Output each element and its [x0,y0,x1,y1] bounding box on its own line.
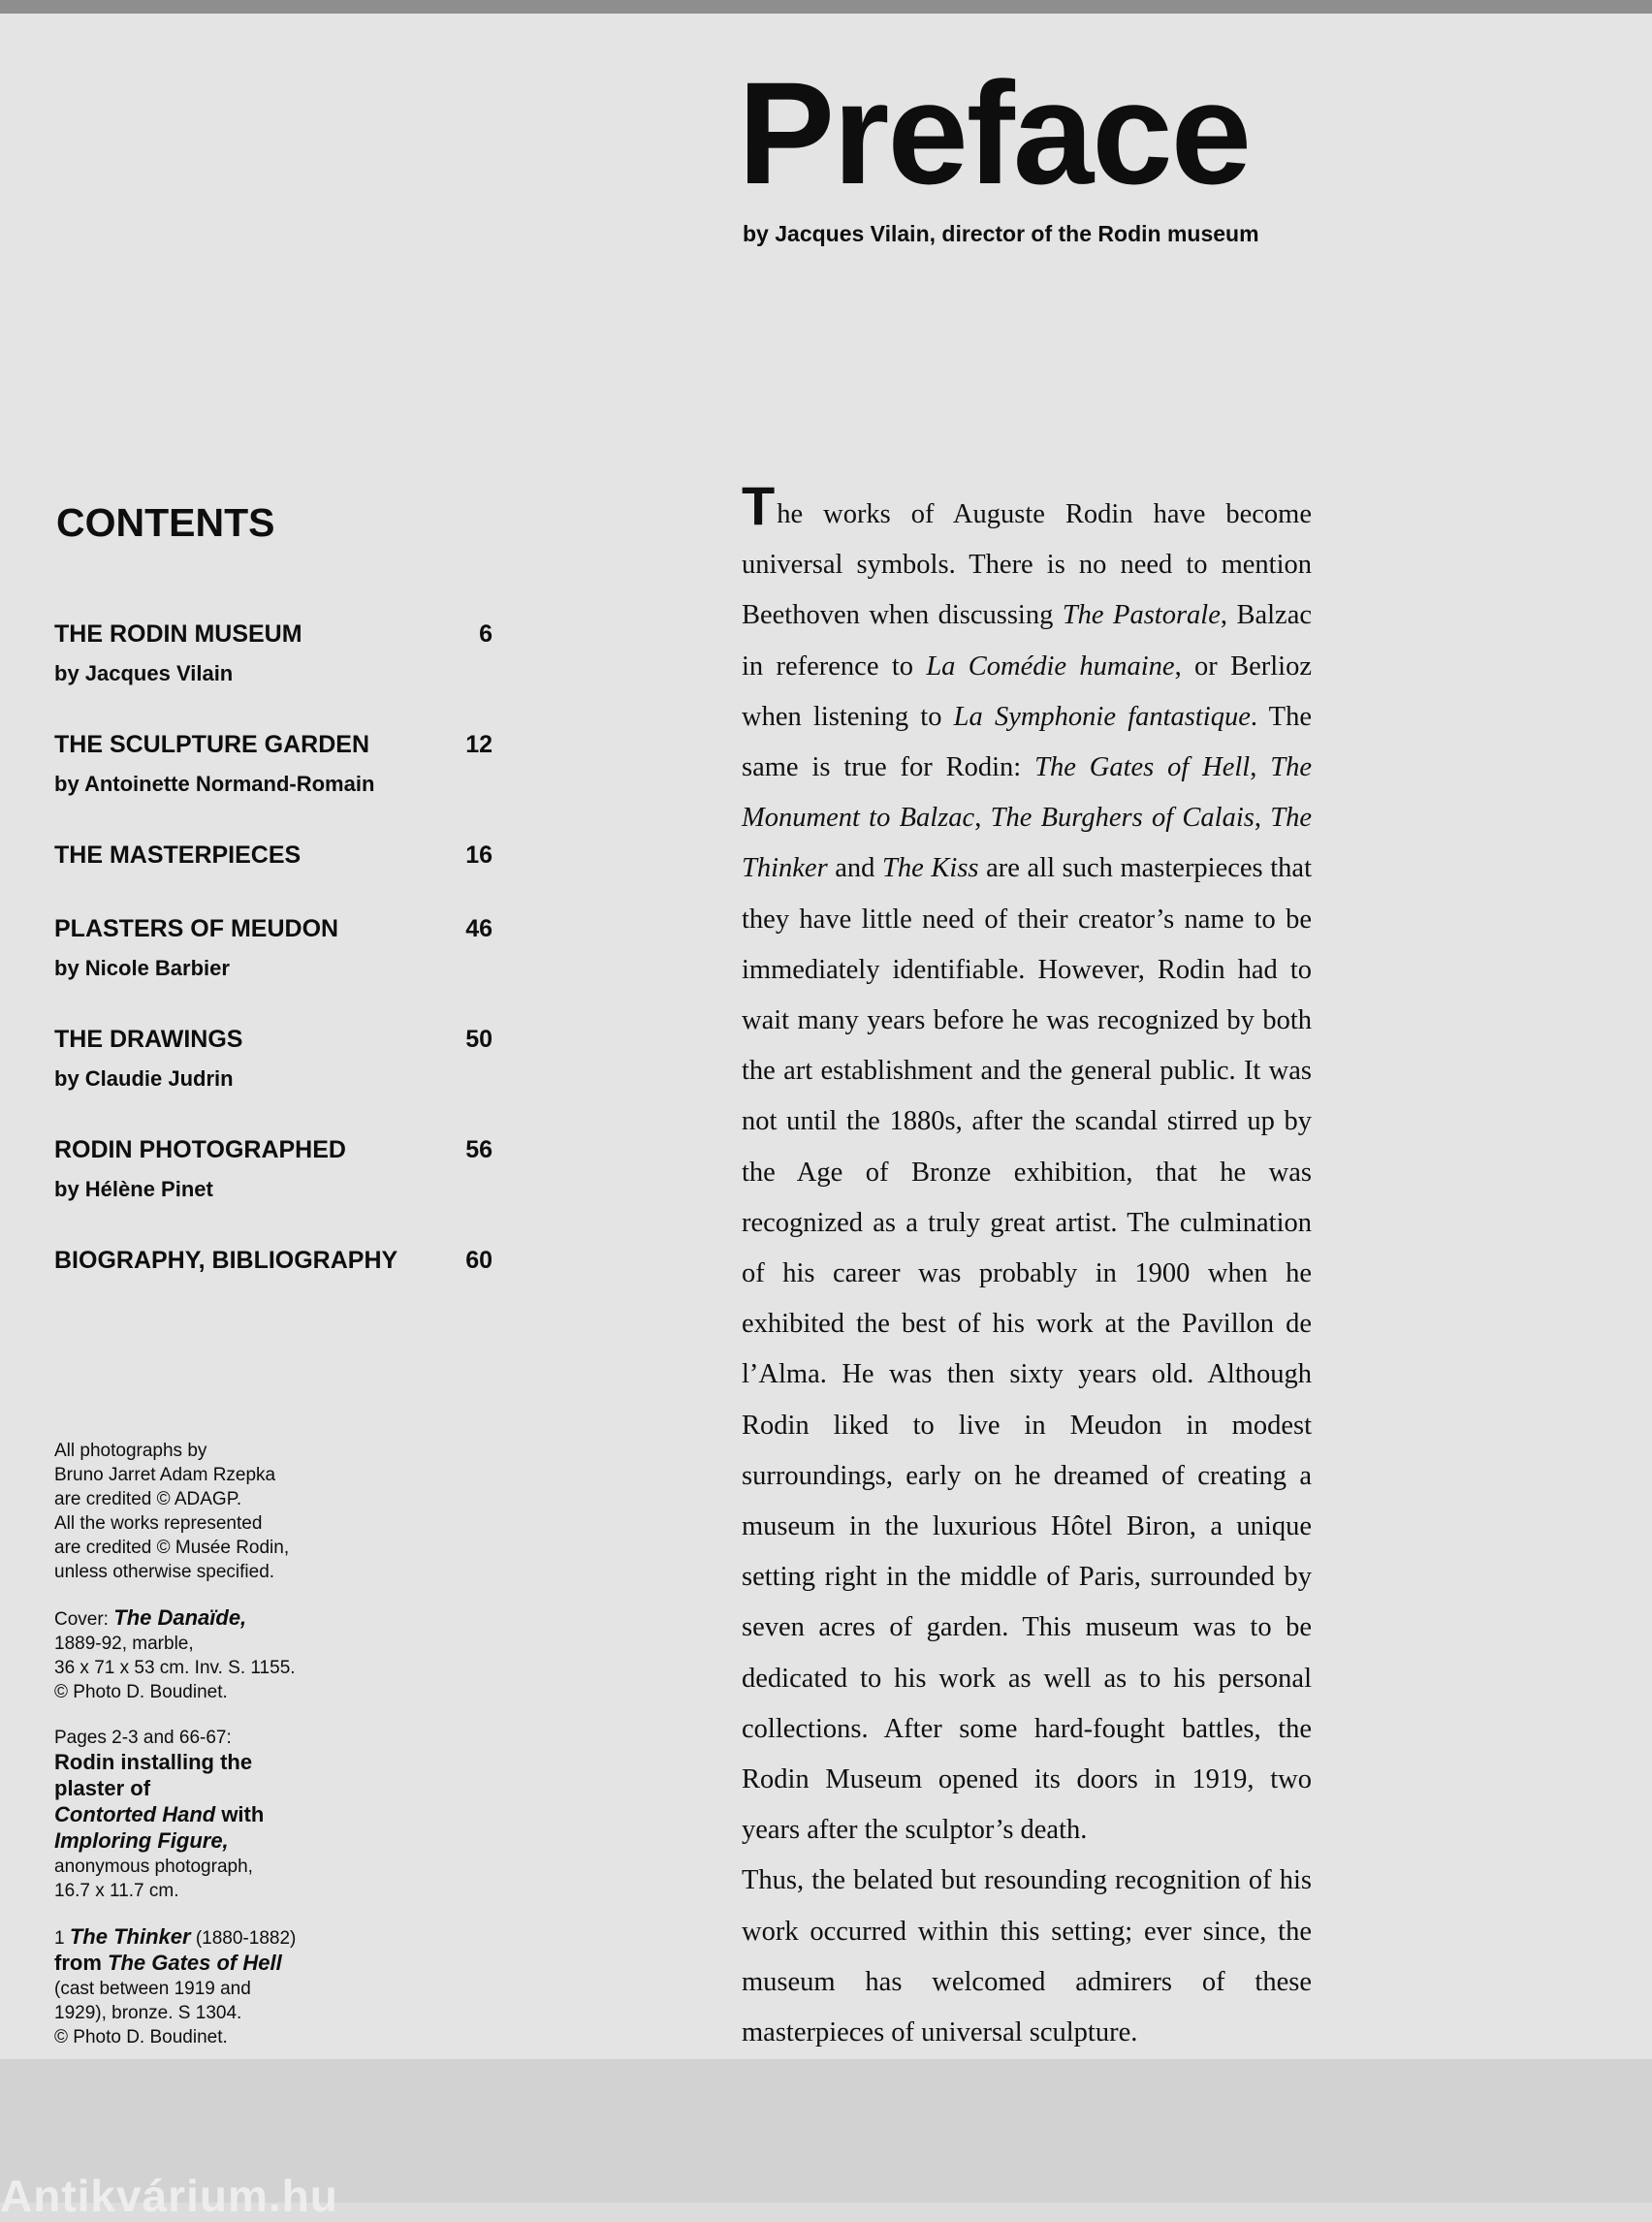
credits-line: 1929), bronze. S 1304. [54,2003,242,2023]
photo-credits [54,1439,384,2071]
toc-entry-author: by Hélène Pinet [54,1177,213,1201]
credits-pages-label: Pages 2-3 and 66-67: [54,1728,232,1748]
credits-line: (cast between 1919 and [54,1979,251,1999]
credits-pages [54,1726,384,1903]
credits-line: All photographs by [54,1441,207,1461]
body-work-title: The Burghers of Calais [990,803,1255,834]
credits-line: unless otherwise specified. [54,1562,275,1582]
credits-line: 16.7 x 11.7 cm. [54,1881,179,1901]
body-text-run: , [974,803,991,834]
toc-entry-author: by Claudie Judrin [54,1066,234,1091]
credits-figure-number: 1 [54,1928,70,1949]
body-paragraph: Thus, the belated but resounding recognition of his work occurred within this setting; ever since, the museum has welcomed admirers of these masterpieces of universal sculpture. [742,1865,1312,2048]
credits-line: © Photo D. Boudinet. [54,2027,228,2047]
credits-work-title: The Gates of Hell [108,1951,282,1975]
credits-line: from [54,1951,108,1975]
contents-heading: CONTENTS [56,500,275,545]
toc-entry-page: 46 [465,915,492,942]
watermark: Antikvárium.hu [0,2171,338,2221]
credits-cover-work: The Danaïde, [113,1605,247,1630]
credits-line: plaster of [54,1776,151,1800]
toc-entry-plasters-of-meudon[interactable] [54,915,492,1026]
credits-cover-label: Cover: [54,1609,114,1630]
toc-entry-drawings[interactable] [54,1026,492,1136]
credits-work-title: Imploring Figure, [54,1828,229,1853]
credits-line: © Photo D. Boudinet. [54,1682,228,1702]
preface-byline: by Jacques Vilain, director of the Rodin museum [743,221,1259,246]
toc-entry-page: 50 [465,1026,492,1053]
credits-line: All the works represented [54,1513,263,1534]
toc-entry-biography[interactable] [54,1247,492,1320]
credits-line: Rodin installing the [54,1750,253,1774]
body-work-title: The Thinker [742,803,1312,884]
toc-entry-author: by Jacques Vilain [54,661,234,685]
toc-entry-title: RODIN PHOTOGRAPHED [54,1136,346,1163]
toc-entry-page: 16 [465,841,492,869]
body-paragraph [742,475,1313,1856]
toc-entry-author: by Antoinette Normand-Romain [54,772,375,796]
toc-entry-page: 56 [465,1136,492,1163]
body-work-title: La Comédie humaine [926,651,1175,682]
body-work-title: The Gates of Hell [1034,752,1251,783]
body-work-title: The Kiss [882,853,979,884]
toc-entry-title: THE DRAWINGS [54,1026,243,1053]
credits-cover [54,1605,384,1704]
toc-entry-author: by Nicole Barbier [54,956,230,980]
body-text-run: , [1250,752,1271,783]
body-text-run: , Balzac in reference to [742,600,1313,682]
toc-entry-sculpture-garden[interactable] [54,731,492,841]
scan-top-edge [0,0,1652,14]
credits-thinker [54,1924,384,2049]
body-text-run: , [1254,803,1271,834]
credits-photographs [54,1439,384,1584]
body-text-run: . The same is true for Rodin: [742,701,1312,783]
body-work-title: La Symphonie fantastique [953,701,1251,732]
toc-entry-rodin-photographed[interactable] [54,1136,492,1247]
toc-entry-page: 6 [479,620,492,648]
body-text-run: are all such masterpieces that they have little need of their creator’s name to be immediately identifiable. However, Rodin had to wait many years before he was recognized by both the art establishment and the general public. It was not until the 1880s, after the scandal stirred up by the Age of Bronze exhibition, that he was recognized as a truly great artist. The culmination of his career was probably in 1900 when he exhibited the best of his work at the Pavillon de l’Alma. He was then sixty years old. Although Rodin liked to live in Meudon in modest surroundings, early on he dreamed of creating a museum in the luxurious Hôtel Biron, a unique setting right in the middle of Paris, surrounded by seven acres of garden. This museum was to be dedicated to his work as well as to his personal collections. After some hard-fought battles, the Rodin Museum opened its doors in 1919, two years after the sculptor’s death. [742,853,1312,1846]
credits-line: with [215,1802,265,1826]
preface-body [742,475,1313,2058]
body-text-run: and [827,853,883,884]
credits-work-title: Contorted Hand [54,1802,216,1826]
toc-entry-page: 60 [465,1247,492,1274]
credits-line: anonymous photograph, [54,1857,253,1877]
body-text-run: , or Berlioz when listening to [742,651,1312,732]
body-work-title: The Pastorale [1062,600,1221,631]
toc-entry-title: PLASTERS OF MEUDON [54,915,339,942]
credits-work-title: The Thinker [69,1924,191,1949]
credits-line: 36 x 71 x 53 cm. Inv. S. 1155. [54,1658,296,1678]
body-text-run: he works of Auguste Rodin have become universal symbols. There is no need to mention Beethoven when discussing [742,499,1312,631]
toc-entry-title: THE MASTERPIECES [54,841,302,869]
credits-line: are credited © ADAGP. [54,1489,242,1509]
body-work-title: The Monument to Balzac [742,752,1312,834]
page-title: Preface [738,51,1251,214]
toc-entry-rodin-museum[interactable] [54,620,492,731]
toc-entry-page: 12 [465,731,492,758]
credits-line: Bruno Jarret Adam Rzepka [54,1465,276,1485]
toc-entry-title: THE RODIN MUSEUM [54,620,302,648]
credits-line: are credited © Musée Rodin, [54,1538,290,1558]
table-of-contents [54,620,492,1320]
credits-line: 1889-92, marble, [54,1634,194,1654]
toc-entry-masterpieces[interactable] [54,841,492,915]
credits-line: (1880-1882) [190,1928,297,1949]
toc-entry-title: THE SCULPTURE GARDEN [54,731,370,758]
toc-entry-title: BIOGRAPHY, BIBLIOGRAPHY [54,1247,398,1274]
drop-cap: T [742,475,776,536]
